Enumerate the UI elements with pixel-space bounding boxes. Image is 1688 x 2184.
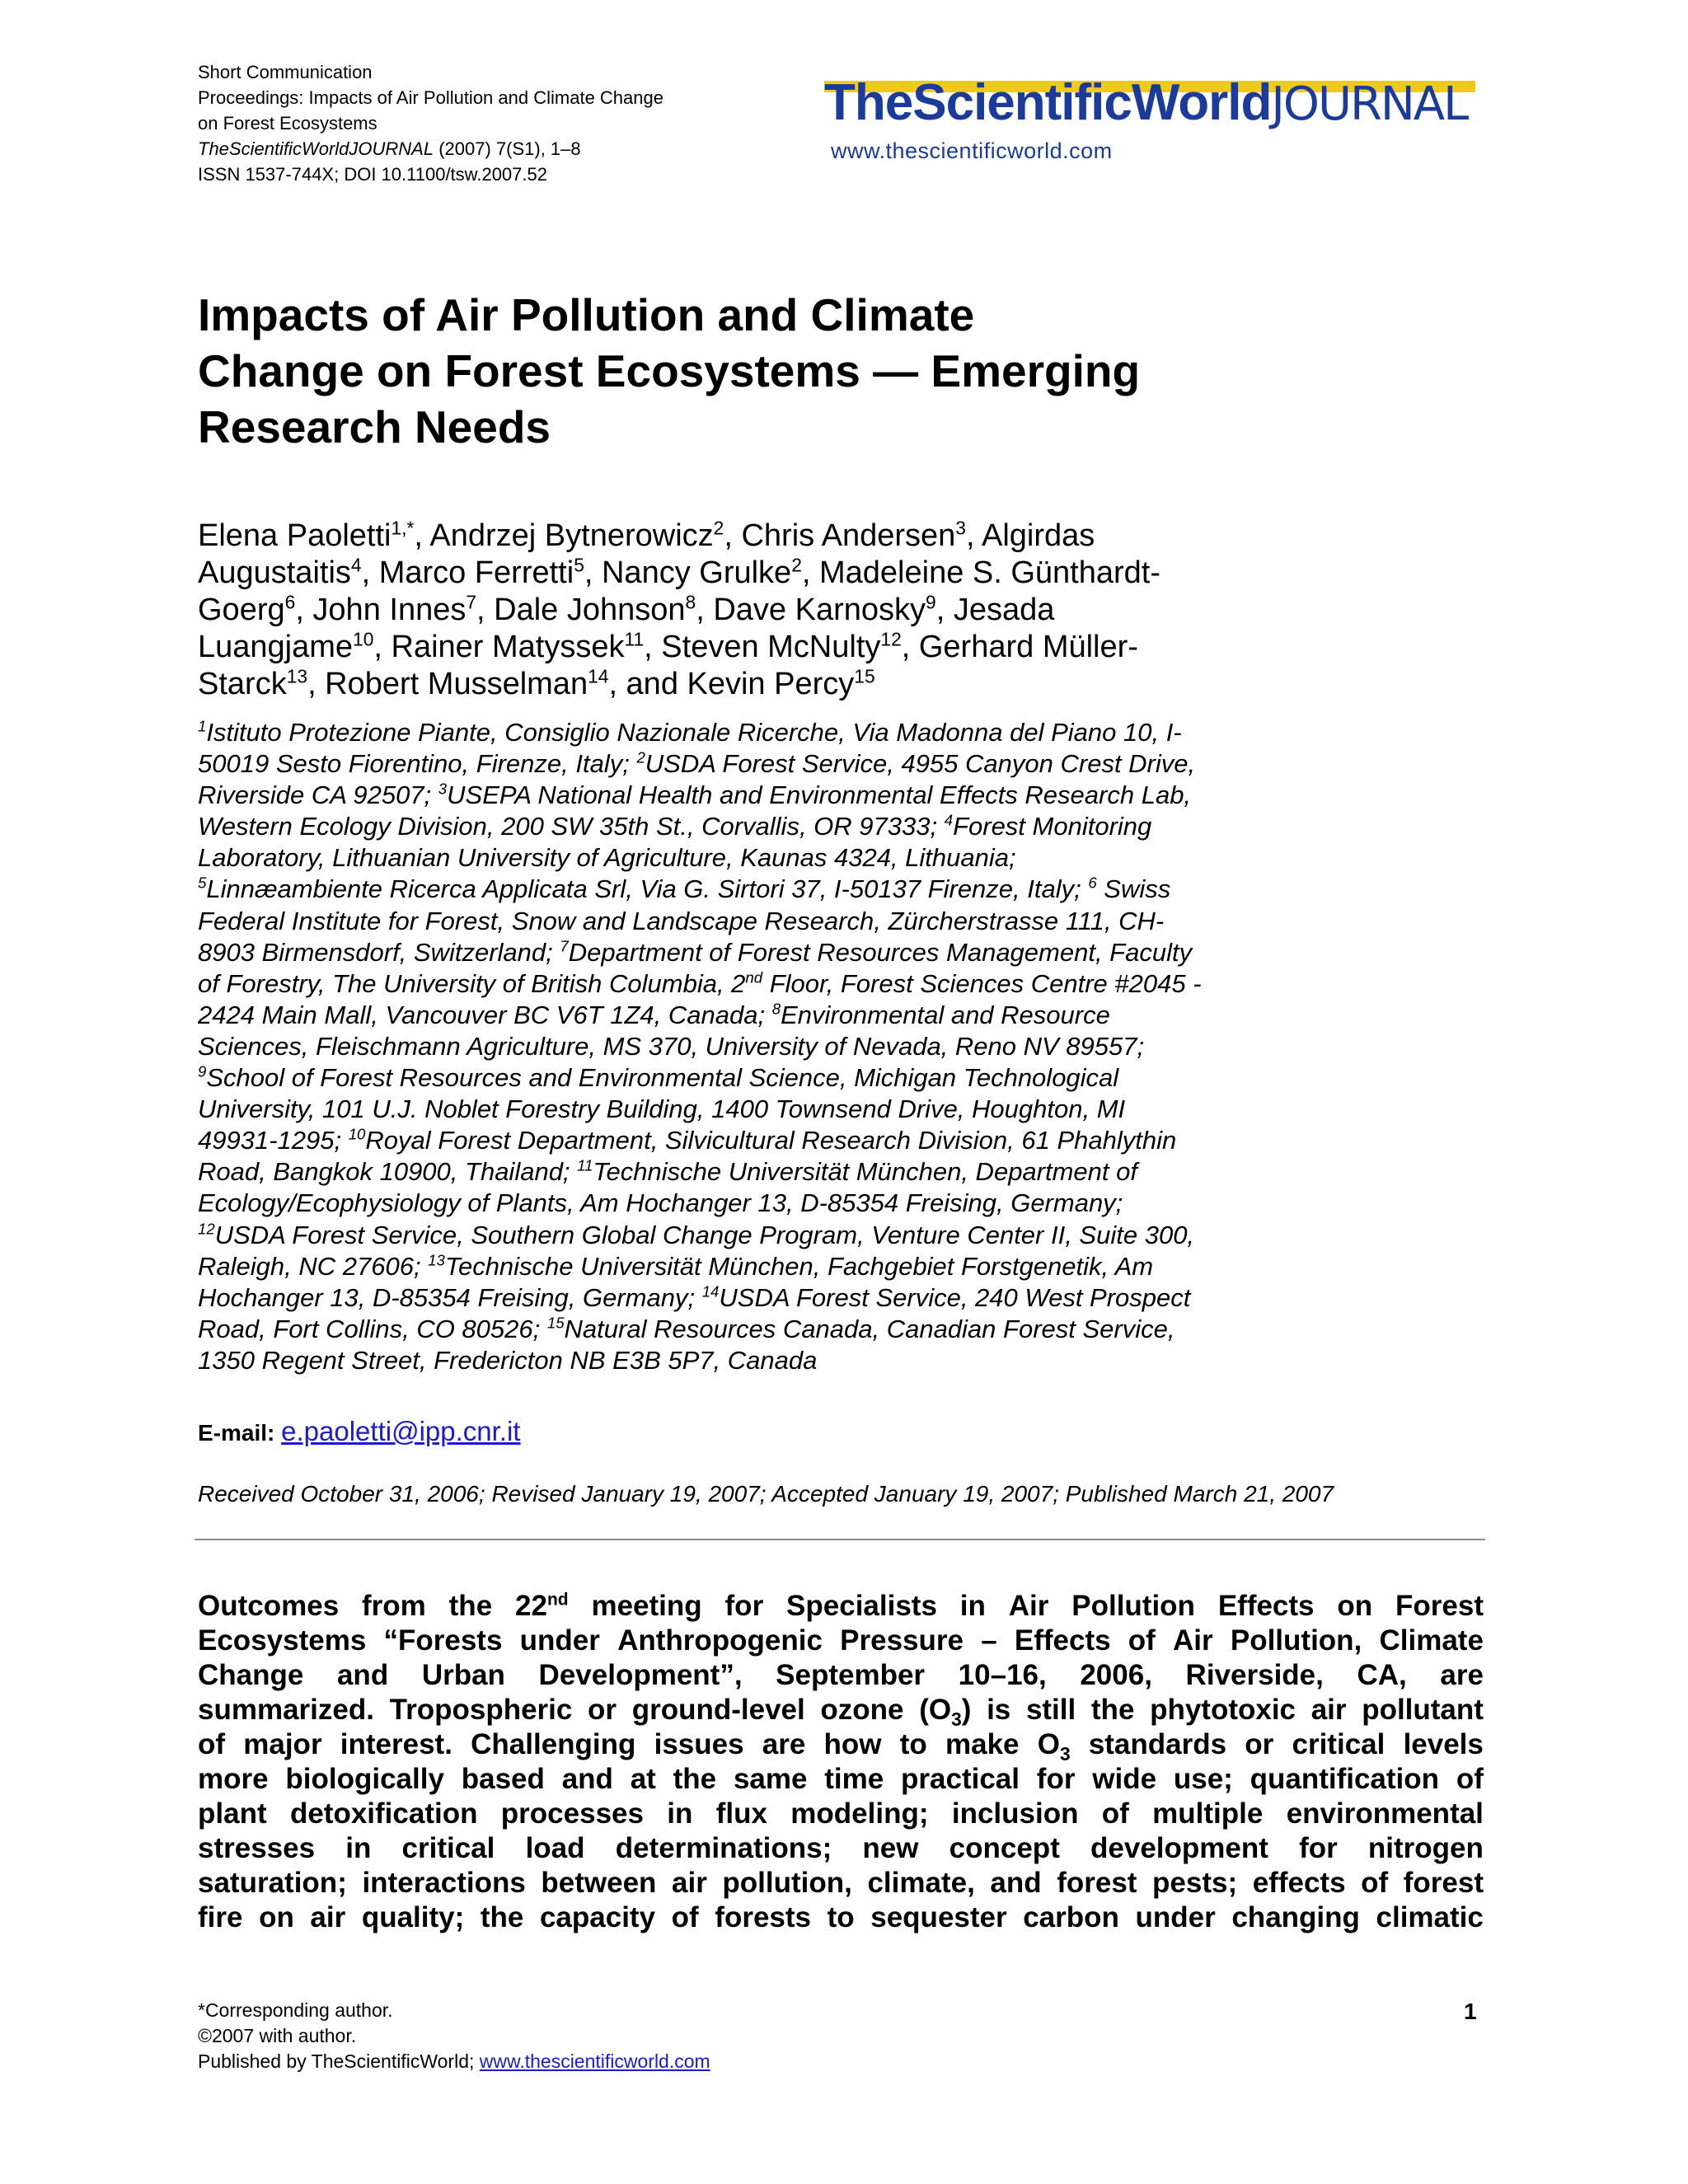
affiliation-line (198, 811, 1352, 842)
section-divider (195, 1539, 1485, 1540)
abstract-word: Riverside, (1185, 1659, 1324, 1691)
email-label: E-mail: (198, 1420, 282, 1446)
publication-dates: Received October 31, 2006; Revised January 19, 2007; Accepted January 19, 2007; Published March 21, 2007 (198, 1481, 1334, 1507)
abstract-word: CA, (1357, 1659, 1407, 1691)
abstract-word: inclusion (951, 1797, 1079, 1830)
page-number: 1 (1464, 1999, 1477, 2024)
affiliation-text: 2424 Main Mall, Vancouver BC V6T 1Z4, Canada; (198, 1000, 772, 1029)
abstract-word: air (310, 1901, 346, 1933)
publisher-link[interactable]: www.thescientificworld.com (479, 2050, 710, 2072)
abstract-word: forests (715, 1901, 812, 1933)
author-name: Starck (198, 667, 287, 701)
publisher-text: Published by TheScientificWorld; (198, 2050, 480, 2072)
affiliation-line (198, 937, 1352, 968)
abstract-word: for (1299, 1832, 1338, 1864)
affiliation-number: 15 (546, 1314, 565, 1332)
abstract-word: the (673, 1763, 717, 1795)
affiliation-number: nd (745, 968, 763, 987)
abstract-word: Ecosystems (198, 1624, 367, 1657)
affiliation-text: Royal Forest Department, Silvicultural Research Division, 61 Phahlythin (365, 1126, 1177, 1155)
affiliation-text: Department of Forest Resources Management, Faculty (568, 937, 1193, 967)
abstract-word: the (1090, 1694, 1135, 1726)
affiliation-text: Istituto Protezione Piante, Consiglio Nazionale Ricerche, Via Madonna del Piano 10, I- (206, 718, 1182, 747)
affiliation-marker: 3 (955, 517, 966, 539)
affiliation-text: School of Forest Resources and Environmental Science, Michigan Technological (206, 1063, 1119, 1093)
affiliation-text: 49931-1295; (198, 1126, 349, 1155)
affiliation-text: Road, Fort Collins, CO 80526; (198, 1314, 547, 1343)
abstract-word: quantification (1250, 1763, 1440, 1795)
abstract-word: environmental (1286, 1797, 1484, 1830)
author-name: , Robert Musselman (307, 667, 588, 701)
volume-pages: (2007) 7(S1), 1–8 (434, 138, 581, 159)
abstract-word: new (862, 1832, 919, 1864)
abstract-word: 2006, (1080, 1659, 1152, 1691)
issn-doi: ISSN 1537-744X; DOI 10.1100/tsw.2007.52 (198, 164, 547, 185)
abstract-word: more (198, 1763, 269, 1795)
journal-name: TheScientificWorldJOURNAL (198, 138, 434, 159)
abstract-word: meeting (591, 1590, 702, 1622)
abstract-word: for (724, 1590, 764, 1622)
abstract-word: on (259, 1901, 294, 1933)
abstract-word: in (345, 1832, 372, 1864)
abstract-word: pollutant (1362, 1694, 1484, 1726)
affiliation-marker: 1,* (391, 517, 415, 539)
affiliation-text: University, 101 U.J. Noblet Forestry Building, 1400 Townsend Drive, Houghton, MI (198, 1094, 1126, 1124)
abstract-word: phytotoxic (1150, 1694, 1296, 1726)
abstract-word: pests; (1152, 1867, 1238, 1899)
affiliation-text: Natural Resources Canada, Canadian Forest Service, (564, 1314, 1175, 1343)
abstract-word: capacity (539, 1901, 656, 1933)
affiliation-number: 3 (438, 780, 448, 798)
author-name: Goerg (198, 593, 285, 627)
affiliation-text: 50019 Sesto Fiorentino, Firenze, Italy; (198, 749, 637, 779)
abstract-word: nitrogen (1367, 1832, 1484, 1864)
abstract-word: wide (1092, 1763, 1157, 1795)
abstract-word: 10–16, (958, 1659, 1047, 1691)
affiliation-number: 1 (198, 717, 207, 735)
logo-wordmark (824, 74, 1475, 134)
affiliation-line (198, 780, 1352, 811)
abstract-word: of (1128, 1624, 1156, 1657)
logo-the: The (824, 74, 913, 131)
abstract-word: forest (1057, 1867, 1137, 1899)
affiliation-number: 11 (577, 1156, 593, 1174)
author-line (198, 666, 1352, 703)
affiliation-line (198, 874, 1352, 905)
affiliation-number: 5 (198, 874, 207, 893)
affiliation-number: 12 (198, 1220, 215, 1238)
abstract-word: Effects (1217, 1590, 1315, 1622)
footnotes (198, 1998, 710, 2074)
abstract-word: interest. (340, 1728, 452, 1760)
affiliation-text: Hochanger 13, D-85354 Freising, Germany; (198, 1282, 702, 1312)
subscript: 3 (1059, 1743, 1071, 1765)
abstract-word: in (667, 1797, 693, 1830)
abstract-line (198, 1624, 1484, 1658)
abstract-line (198, 1900, 1484, 1935)
affiliation-text: USEPA National Health and Environmental Effects Research Lab, (447, 780, 1192, 810)
affiliation-marker: 11 (624, 628, 645, 650)
abstract-word: ground-level (631, 1694, 805, 1726)
abstract-line (198, 1727, 1484, 1765)
abstract-word: of (198, 1728, 226, 1760)
abstract-word: Challenging (471, 1728, 636, 1760)
abstract-word: the (448, 1590, 493, 1622)
abstract-line (198, 1658, 1484, 1693)
abstract-word: are (762, 1728, 806, 1760)
abstract-word: issues (654, 1728, 744, 1760)
affiliations (198, 717, 1352, 1376)
author-line (198, 518, 1352, 555)
affiliation-number: 7 (560, 937, 569, 955)
abstract-word: saturation; (198, 1867, 347, 1899)
author-name: , John Innes (295, 593, 467, 627)
abstract-word: concept (949, 1832, 1060, 1864)
affiliation-number: 8 (771, 1000, 781, 1018)
article-type: Short Communication (198, 62, 373, 82)
affiliation-text: of Forestry, The University of British Columbia, 2 (198, 968, 746, 998)
abstract-word: sequester (870, 1901, 1007, 1933)
affiliation-line (198, 1156, 1352, 1188)
citation-header (198, 59, 663, 187)
abstract-word: Climate (1379, 1624, 1484, 1657)
abstract-word: make (945, 1728, 1020, 1760)
author-name: , Chris Andersen (724, 518, 956, 553)
affiliation-marker: 14 (588, 665, 609, 687)
abstract (198, 1589, 1484, 1935)
affiliation-marker: 4 (350, 554, 362, 576)
abstract-line (198, 1589, 1484, 1624)
abstract-line (198, 1797, 1484, 1831)
abstract-word: under (519, 1624, 600, 1657)
affiliation-text: Floor, Forest Sciences Centre #2045 - (762, 968, 1202, 998)
title-line: Impacts of Air Pollution and Climate (198, 289, 975, 340)
corresponding-note: *Corresponding author. (198, 1999, 393, 2021)
author-name: , Jesada (935, 593, 1055, 627)
author-name: Augustaitis (198, 555, 351, 590)
affiliation-number: 4 (944, 811, 954, 829)
affiliation-line (198, 906, 1352, 937)
author-line (198, 555, 1352, 592)
logo-url[interactable]: www.thescientificworld.com (831, 138, 1113, 163)
affiliation-text: Raleigh, NC 27606; (198, 1251, 429, 1281)
affiliation-text: USDA Forest Service, 4955 Canyon Crest Drive, (645, 749, 1196, 779)
abstract-word: climate, (867, 1867, 975, 1899)
affiliation-number: 6 (1088, 874, 1097, 893)
abstract-word: $(O_3)$ (919, 1694, 972, 1730)
affiliation-line (198, 1062, 1352, 1094)
affiliation-text: Western Ecology Division, 200 SW 35th St., Corvallis, OR 97333; (198, 812, 945, 841)
abstract-word: biologically (285, 1763, 444, 1795)
abstract-word: pollution, (722, 1867, 852, 1899)
affiliation-marker: 12 (880, 628, 902, 650)
abstract-word: in (959, 1590, 986, 1622)
abstract-word: based (461, 1763, 545, 1795)
author-name: Luangjame (198, 630, 354, 664)
abstract-word: summarized. (198, 1694, 374, 1726)
author-list (198, 518, 1352, 703)
abstract-word: or (588, 1694, 617, 1726)
paper-title (198, 287, 1352, 455)
abstract-word: air (672, 1867, 707, 1899)
abstract-word: flux (715, 1797, 767, 1830)
abstract-word: from (362, 1590, 426, 1622)
affiliation-text: Road, Bangkok 10900, Thailand; (198, 1157, 578, 1187)
abstract-word: the (480, 1901, 524, 1933)
affiliation-line (198, 968, 1352, 1000)
abstract-word: or (1245, 1728, 1274, 1760)
abstract-word: to (899, 1728, 927, 1760)
affiliation-line (198, 1314, 1352, 1345)
abstract-word: Tropospheric (389, 1694, 573, 1726)
abstract-word: load (525, 1832, 585, 1864)
affiliation-line (198, 1251, 1352, 1282)
affiliation-line (198, 1220, 1352, 1251)
abstract-word: major (243, 1728, 322, 1760)
abstract-word: critical (1292, 1728, 1386, 1760)
affiliation-text: Linnæambiente Ricerca Applicata Srl, Via G. Sirtori 37, I-50137 Firenze, Italy; (206, 874, 1089, 904)
abstract-word: $O_3$ (1037, 1728, 1071, 1765)
abstract-word: of (1101, 1797, 1129, 1830)
abstract-word: levels (1403, 1728, 1484, 1760)
abstract-word: Air (1008, 1590, 1049, 1622)
abstract-word: fire (198, 1901, 243, 1933)
affiliation-number: 14 (701, 1282, 720, 1301)
affiliation-line (198, 1000, 1352, 1031)
abstract-word: interactions (362, 1867, 526, 1899)
abstract-word: and (561, 1763, 613, 1795)
abstract-word: modeling; (790, 1797, 929, 1830)
affiliation-marker: 2 (713, 517, 724, 539)
abstract-word: on (1337, 1590, 1373, 1622)
abstract-word: standards (1088, 1728, 1227, 1760)
abstract-word: critical (401, 1832, 495, 1864)
affiliation-number: 13 (428, 1251, 445, 1269)
abstract-line (198, 1762, 1484, 1797)
affiliation-text: Technische Universität München, Department of (593, 1157, 1137, 1187)
abstract-word: Urban (421, 1659, 505, 1691)
abstract-word: is (987, 1694, 1011, 1726)
affiliation-text: Federal Institute for Forest, Snow and Landscape Research, Zürcherstrasse 111, CH- (198, 906, 1165, 935)
affiliation-text: Swiss (1096, 874, 1171, 904)
author-line (198, 629, 1352, 666)
affiliation-text: Ecology/Ecophysiology of Plants, Am Hochanger 13, D-85354 Freising, Germany; (198, 1188, 1123, 1218)
proceedings-line-2: on Forest Ecosystems (198, 113, 377, 134)
abstract-word: practical (901, 1763, 1020, 1795)
abstract-word: are (1440, 1659, 1484, 1691)
author-name: , Nancy Grulke (584, 555, 792, 590)
affiliation-text: Riverside CA 92507; (198, 780, 438, 810)
copyright-note: ©2007 with author. (198, 2025, 357, 2046)
abstract-word: time (824, 1763, 884, 1795)
abstract-word: of (1456, 1763, 1484, 1795)
abstract-word: still (1025, 1694, 1076, 1726)
abstract-word: September (776, 1659, 926, 1691)
author-name: , Rainer Matyssek (373, 630, 625, 664)
abstract-word: and (336, 1659, 389, 1691)
affiliation-line (198, 1125, 1352, 1156)
affiliation-line (198, 748, 1352, 780)
affiliation-marker: 8 (685, 591, 696, 613)
author-name: Elena Paoletti (198, 518, 392, 553)
abstract-word: – (981, 1624, 997, 1657)
abstract-word: of (671, 1901, 699, 1933)
abstract-word: for (1036, 1763, 1076, 1795)
author-name: , Dave Karnosky (696, 593, 926, 627)
affiliation-marker: 6 (284, 591, 296, 613)
affiliation-line (198, 842, 1352, 874)
abstract-word: determinations; (615, 1832, 832, 1864)
abstract-word: Air (1173, 1624, 1213, 1657)
author-name: , Algirdas (965, 518, 1095, 553)
abstract-word: processes (500, 1797, 644, 1830)
affiliation-text: Sciences, Fleischmann Agriculture, MS 370, University of Nevada, Reno NV 89557; (198, 1031, 1145, 1061)
subscript: 3 (951, 1708, 962, 1730)
abstract-word: use; (1173, 1763, 1233, 1795)
affiliation-line (198, 1031, 1352, 1062)
logo-journal: JOURNAL (1271, 77, 1468, 131)
author-name: , Dale Johnson (476, 593, 686, 627)
abstract-word: detoxification (289, 1797, 478, 1830)
affiliation-text: USDA Forest Service, 240 West Prospect (719, 1282, 1191, 1312)
abstract-word: Specialists (786, 1590, 937, 1622)
superscript: nd (546, 1590, 569, 1610)
abstract-word: multiple (1152, 1797, 1264, 1830)
abstract-word: Outcomes (198, 1590, 340, 1622)
abstract-word: forest (1403, 1867, 1484, 1899)
affiliation-marker: 10 (353, 628, 374, 650)
abstract-line (198, 1693, 1484, 1730)
affiliation-marker: 13 (286, 665, 308, 687)
abstract-word: at (630, 1763, 656, 1795)
abstract-word: of (1361, 1867, 1389, 1899)
affiliation-line (198, 1282, 1352, 1314)
abstract-word: Development”, (538, 1659, 743, 1691)
author-name: , and Kevin Percy (608, 667, 855, 701)
affiliation-marker: 9 (926, 591, 936, 613)
abstract-word: Change (198, 1659, 304, 1691)
affiliation-number: 9 (198, 1062, 207, 1080)
abstract-word: Effects (1014, 1624, 1111, 1657)
proceedings-line-1: Proceedings: Impacts of Air Pollution and Climate Change (198, 87, 663, 108)
abstract-word: carbon (1023, 1901, 1119, 1933)
affiliation-line (198, 1345, 1352, 1376)
abstract-word: and (990, 1867, 1042, 1899)
author-name: , Madeleine S. Günthardt- (801, 555, 1161, 590)
abstract-word: changing (1231, 1901, 1360, 1933)
abstract-word: development (1090, 1832, 1268, 1864)
abstract-word: effects (1252, 1867, 1346, 1899)
affiliation-number: 2 (636, 748, 645, 766)
abstract-line (198, 1866, 1484, 1900)
affiliation-number: 10 (348, 1125, 366, 1143)
affiliation-line (198, 1188, 1352, 1219)
affiliation-text: Forest Monitoring (953, 812, 1152, 841)
abstract-word: Pressure (840, 1624, 964, 1657)
abstract-word: ozone (820, 1694, 904, 1726)
abstract-word: to (827, 1901, 855, 1933)
affiliation-line (198, 717, 1352, 748)
affiliation-text: Laboratory, Lithuanian University of Agriculture, Kaunas 4324, Lithuania; (198, 843, 1016, 873)
abstract-word: Pollution (1071, 1590, 1195, 1622)
abstract-word: “Forests (383, 1624, 503, 1657)
publisher-note (198, 2049, 710, 2074)
affiliation-text: Environmental and Resource (781, 1000, 1110, 1029)
abstract-word: air (1311, 1694, 1347, 1726)
affiliation-text: USDA Forest Service, Southern Global Change Program, Venture Center II, Suite 300, (214, 1220, 1195, 1249)
abstract-line (198, 1831, 1484, 1866)
abstract-word: climatic (1376, 1901, 1484, 1933)
abstract-word: how (823, 1728, 882, 1760)
citation-line (198, 136, 663, 162)
author-line (198, 592, 1352, 629)
author-name: , Steven McNulty (644, 630, 881, 664)
title-line: Research Needs (198, 401, 551, 452)
journal-logo (824, 74, 1475, 173)
abstract-word: plant (198, 1797, 267, 1830)
title-line: Change on Forest Ecosystems — Emerging (198, 345, 1141, 396)
author-name: , Marco Ferretti (361, 555, 574, 590)
abstract-word: between (541, 1867, 657, 1899)
affiliation-marker: 15 (854, 665, 875, 687)
affiliation-marker: 7 (466, 591, 477, 613)
abstract-word: same (733, 1763, 808, 1795)
abstract-word: Forest (1395, 1590, 1484, 1622)
abstract-word: quality; (361, 1901, 465, 1933)
affiliation-marker: 5 (574, 554, 584, 576)
logo-scientificworld: ScientificWorld (912, 74, 1272, 131)
affiliation-marker: 2 (791, 554, 802, 576)
abstract-word: Pollution, (1230, 1624, 1362, 1657)
abstract-word: Anthropogenic (617, 1624, 823, 1657)
affiliation-text: Technische Universität München, Fachgebiet Forstgenetik, Am (444, 1251, 1154, 1281)
email-line (198, 1416, 520, 1447)
affiliation-text: 8903 Birmensdorf, Switzerland; (198, 937, 560, 967)
abstract-word: 22nd (515, 1590, 569, 1622)
author-name: , Andrzej Bytnerowicz (414, 518, 714, 553)
abstract-word: stresses (198, 1832, 316, 1864)
affiliation-text: 1350 Regent Street, Fredericton NB E3B 5P7, Canada (198, 1345, 818, 1375)
author-name: , Gerhard Müller- (901, 630, 1138, 664)
email-link[interactable]: e.paoletti@ipp.cnr.it (281, 1416, 521, 1446)
affiliation-line (198, 1094, 1352, 1125)
abstract-word: under (1135, 1901, 1216, 1933)
